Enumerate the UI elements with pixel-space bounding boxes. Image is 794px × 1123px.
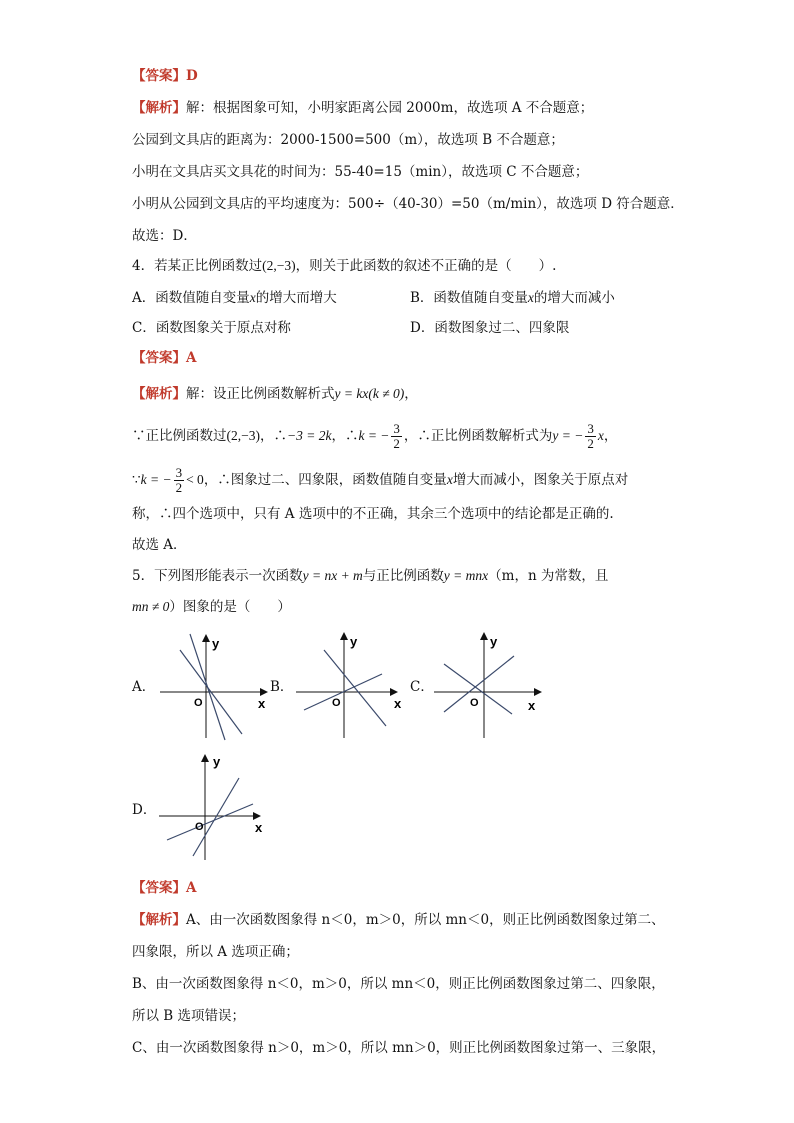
x-axis-label: x — [258, 696, 266, 711]
graph-line-2 — [193, 778, 239, 856]
q3-analysis-line-4: 小明从公园到文具店的平均速度为：500÷（40-30）=50（m/min），故选项 D 符合题意． — [132, 196, 684, 212]
q5-option-b-label: B． — [270, 679, 294, 695]
q5-option-a-label: A． — [132, 679, 156, 695]
graph-line-1 — [324, 650, 386, 726]
q5-option-c-label: C． — [410, 679, 434, 695]
q4-analysis-line-5: 故选 A． — [132, 537, 187, 553]
x-axis-label: x — [255, 820, 263, 835]
q3-answer-line — [132, 66, 198, 86]
q5-analysis-line-2: 四象限，所以 A 选项正确； — [132, 944, 299, 960]
y-axis-label: y — [490, 634, 498, 649]
q4-option-a: A．函数值随自变量x的增大而增大 — [132, 290, 337, 306]
graph-line-2 — [190, 634, 225, 740]
q5-analysis-line-1: 【解析】A、由一次函数图象得 n＜0，m＞0，所以 mn＜0，则正比例函数图象过第二、 — [132, 912, 665, 928]
q5-answer: A — [186, 880, 197, 896]
origin-label: O — [470, 697, 479, 709]
origin-label: O — [332, 697, 341, 709]
q4-analysis-line-4: 称，∴四个选项中，只有 A 选项中的不正确，其余三个选项中的结论都是正确的. — [132, 506, 614, 522]
q4-option-d: D．函数图象过二、四象限 — [410, 320, 570, 336]
graph-b — [292, 628, 417, 743]
q4-answer-line: 【答案】A — [132, 350, 197, 366]
fraction-3-2: $\frac{3}{2}$ — [587, 421, 594, 451]
graph-line-2 — [444, 656, 514, 712]
y-axis-label: y — [350, 634, 358, 649]
graph-a — [150, 628, 285, 743]
q3-analysis-line-2: 公园到文具店的距离为：2000-1500=500（m），故选项 B 不合题意； — [132, 132, 564, 148]
q4-analysis-line-2: ∵正比例函数过(2,−3)，∴−3 = 2k，∴k = − $\frac{3}{2}$ ，∴正比例函数解析式为y = − $\frac{3}{2}$ x， — [132, 421, 618, 451]
q5-analysis-line-3: B、由一次函数图象得 n＜0，m＞0，所以 mn＜0，则正比例函数图象过第二、四象限， — [132, 976, 665, 992]
fraction-3-2: $\frac{3}{2}$ — [175, 465, 183, 495]
answer-label: 【答案】 — [132, 68, 186, 84]
q5-stem-line-1: 5．下列图形能表示一次函数y = nx + m与正比例函数y = mnx（m，n 为常数，且 — [132, 568, 609, 584]
graph-line-1 — [167, 804, 253, 840]
analysis-label: 【解析】 — [132, 100, 186, 116]
q5-analysis-line-4: 所以 B 选项错误； — [132, 1008, 246, 1024]
x-axis-label: x — [394, 696, 402, 711]
q5-answer-line: 【答案】A — [132, 880, 197, 896]
x-axis-label: x — [528, 698, 536, 713]
q3-answer: D — [186, 68, 198, 84]
graph-d — [155, 748, 280, 863]
origin-label: O — [195, 821, 204, 833]
q4-option-b: B．函数值随自变量x的增大而减小 — [410, 290, 615, 306]
y-axis-label: y — [212, 636, 220, 651]
q5-stem-line-2: mn ≠ 0）图象的是（ ） — [132, 599, 291, 615]
q4-point: (2,−3) — [262, 258, 296, 273]
q3-analysis-line-3: 小明在文具店买文具花的时间为：55-40=15（min），故选项 C 不合题意； — [132, 164, 589, 180]
q3-analysis-line-1: 【解析】解：根据图象可知，小明家距离公园 2000m，故选项 A 不合题意； — [132, 100, 594, 116]
q4-analysis-line-1: 【解析】解：设正比例函数解析式y = kx(k ≠ 0)， — [132, 386, 418, 402]
origin-label: O — [194, 697, 203, 709]
q3-analysis-line-5: 故选：D． — [132, 228, 197, 244]
fraction-3-2: $\frac{3}{2}$ — [393, 421, 400, 451]
q4-answer: A — [186, 350, 197, 366]
q5-option-d-label: D． — [132, 802, 157, 818]
q4-analysis-line-3: ∵k = − $\frac{3}{2}$ < 0，∴图象过二、四象限，函数值随自变量x增大而减小，图象关于原点对 — [132, 465, 629, 495]
y-axis-label: y — [213, 754, 221, 769]
q4-option-c: C．函数图象关于原点对称 — [132, 320, 291, 336]
q4-stem: 4．若某正比例函数过(2,−3)，则关于此函数的叙述不正确的是（ ）. — [132, 258, 557, 274]
graph-c — [430, 628, 555, 743]
q5-analysis-line-5: C、由一次函数图象得 n＞0，m＞0，所以 mn＞0，则正比例函数图象过第一、三象限， — [132, 1040, 666, 1056]
